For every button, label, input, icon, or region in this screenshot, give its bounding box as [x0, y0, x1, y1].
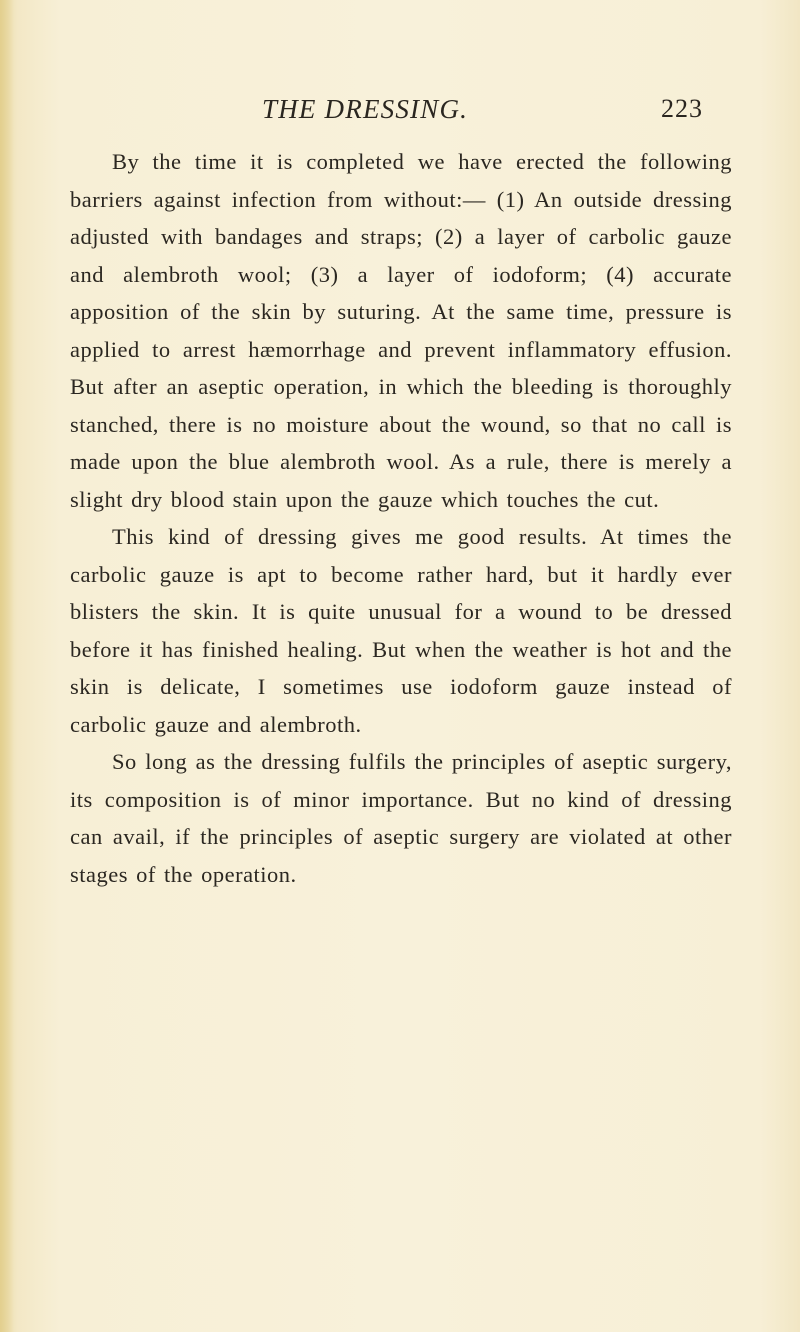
page-edge-shading	[0, 0, 14, 1332]
body-text	[70, 143, 732, 893]
paragraph-1: By the time it is completed we have erected the following barriers against infection from without:— (1) An outside dressing adjusted with bandages and straps; (2) a layer of carbolic gauze and alembroth wool; (3) a layer of iodoform; (4) accurate apposition of the skin by suturing. At the same time, pressure is applied to arrest hæmorrhage and prevent inflammatory effusion. But after an aseptic operation, in which the bleeding is thoroughly stanched, there is no moisture about the wound, so that no call is made upon the blue alembroth wool. As a rule, there is merely a slight dry blood stain upon the gauze which touches the cut.	[70, 149, 732, 512]
running-title: THE DRESSING.	[262, 94, 469, 124]
paragraph-3: So long as the dressing fulfils the principles of aseptic surgery, its composition is of minor importance. But no kind of dressing can avail, if the principles of aseptic surgery are violated at other stages of the operation.	[70, 749, 732, 887]
page-number: 223	[661, 94, 703, 123]
paragraph-2: This kind of dressing gives me good results. At times the carbolic gauze is apt to become rather hard, but it hardly ever blisters the skin. It is quite unusual for a wound to be dressed before it has finished healing. But when the weather is hot and the skin is delicate, I sometimes use iodoform gauze instead of carbolic gauze and alembroth.	[70, 524, 732, 737]
running-head	[0, 94, 800, 134]
